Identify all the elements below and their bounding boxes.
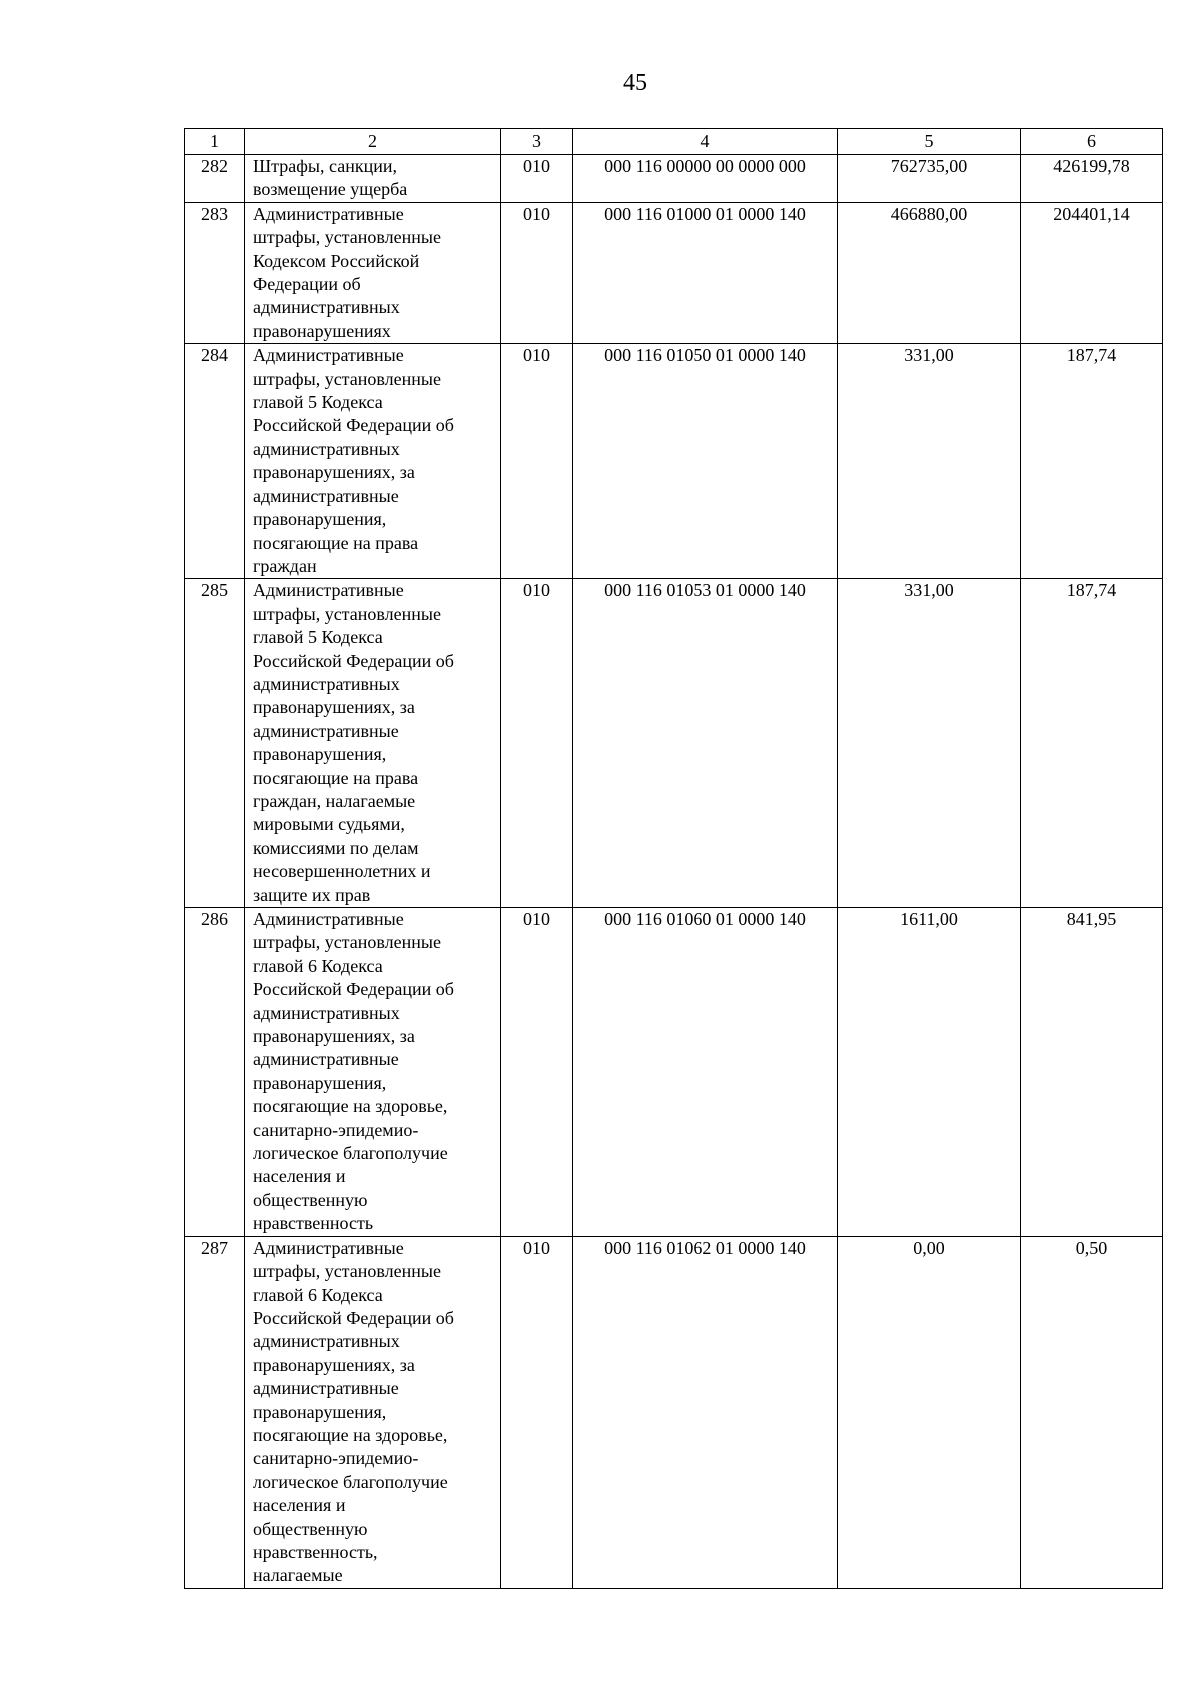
row-admin-code: 010: [501, 202, 573, 343]
column-header: 5: [838, 129, 1021, 155]
row-number: 284: [185, 344, 245, 579]
row-name: [245, 155, 501, 203]
row-actual-value: 204401,14: [1021, 202, 1163, 343]
column-header: 6: [1021, 129, 1163, 155]
row-actual-value: 0,50: [1021, 1236, 1163, 1588]
row-number: 282: [185, 155, 245, 203]
row-admin-code: 010: [501, 344, 573, 579]
column-header: 4: [573, 129, 838, 155]
row-admin-code: 010: [501, 155, 573, 203]
row-budget-code: 000 116 01000 01 0000 140: [573, 202, 838, 343]
row-planned-value: 762735,00: [838, 155, 1021, 203]
column-header: 2: [245, 129, 501, 155]
row-name-text: Административные штрафы, установленные главой 6 Кодекса Российской Федерации об административных правонарушениях, за административные правонарушения, посягающие на здоровье, санитарно-эпидемио- логическое благополучие населения и общественную нравственность: [253, 909, 454, 1234]
row-name: [245, 579, 501, 908]
row-name: [245, 202, 501, 343]
row-planned-value: 1611,00: [838, 908, 1021, 1237]
row-name: [245, 344, 501, 579]
row-name: [245, 908, 501, 1237]
row-planned-value: 331,00: [838, 344, 1021, 579]
table-row: [185, 155, 1163, 203]
row-budget-code: 000 116 01053 01 0000 140: [573, 579, 838, 908]
table-row: [185, 1236, 1163, 1588]
row-admin-code: 010: [501, 1236, 573, 1588]
page-number: 45: [623, 70, 647, 96]
row-name-text: Административные штрафы, установленные главой 5 Кодекса Российской Федерации об административных правонарушениях, за административные правонарушения, посягающие на права граждан: [253, 345, 454, 576]
row-admin-code: 010: [501, 908, 573, 1237]
row-actual-value: 187,74: [1021, 344, 1163, 579]
column-header: 1: [185, 129, 245, 155]
row-name-text: Административные штрафы, установленные Кодексом Российской Федерации об административных правонарушениях: [253, 203, 441, 341]
row-number: 287: [185, 1236, 245, 1588]
row-actual-value: 187,74: [1021, 579, 1163, 908]
column-header: 3: [501, 129, 573, 155]
budget-revenue-table: [184, 128, 1163, 1589]
table-header-row: [185, 129, 1163, 155]
row-name: [245, 1236, 501, 1588]
row-planned-value: 0,00: [838, 1236, 1021, 1588]
row-admin-code: 010: [501, 579, 573, 908]
row-planned-value: 331,00: [838, 579, 1021, 908]
table-row: [185, 908, 1163, 1237]
row-name-text: Штрафы, санкции, возмещение ущерба: [253, 156, 408, 200]
row-budget-code: 000 116 00000 00 0000 000: [573, 155, 838, 203]
row-budget-code: 000 116 01060 01 0000 140: [573, 908, 838, 1237]
table-row: [185, 579, 1163, 908]
row-budget-code: 000 116 01062 01 0000 140: [573, 1236, 838, 1588]
row-budget-code: 000 116 01050 01 0000 140: [573, 344, 838, 579]
row-actual-value: 841,95: [1021, 908, 1163, 1237]
row-number: 285: [185, 579, 245, 908]
row-actual-value: 426199,78: [1021, 155, 1163, 203]
row-number: 283: [185, 202, 245, 343]
table-row: [185, 202, 1163, 343]
row-planned-value: 466880,00: [838, 202, 1021, 343]
row-name-text: Административные штрафы, установленные главой 5 Кодекса Российской Федерации об административных правонарушениях, за административные правонарушения, посягающие на права граждан, налагаемые мировыми судьями, комиссиями по делам несовершеннолетних и защите их прав: [253, 580, 454, 905]
row-name-text: Административные штрафы, установленные главой 6 Кодекса Российской Федерации об административных правонарушениях, за административные правонарушения, посягающие на здоровье, санитарно-эпидемио- логическое благополучие населения и общественную нравственность, налагаемые: [253, 1237, 454, 1586]
table-row: [185, 344, 1163, 579]
row-number: 286: [185, 908, 245, 1237]
